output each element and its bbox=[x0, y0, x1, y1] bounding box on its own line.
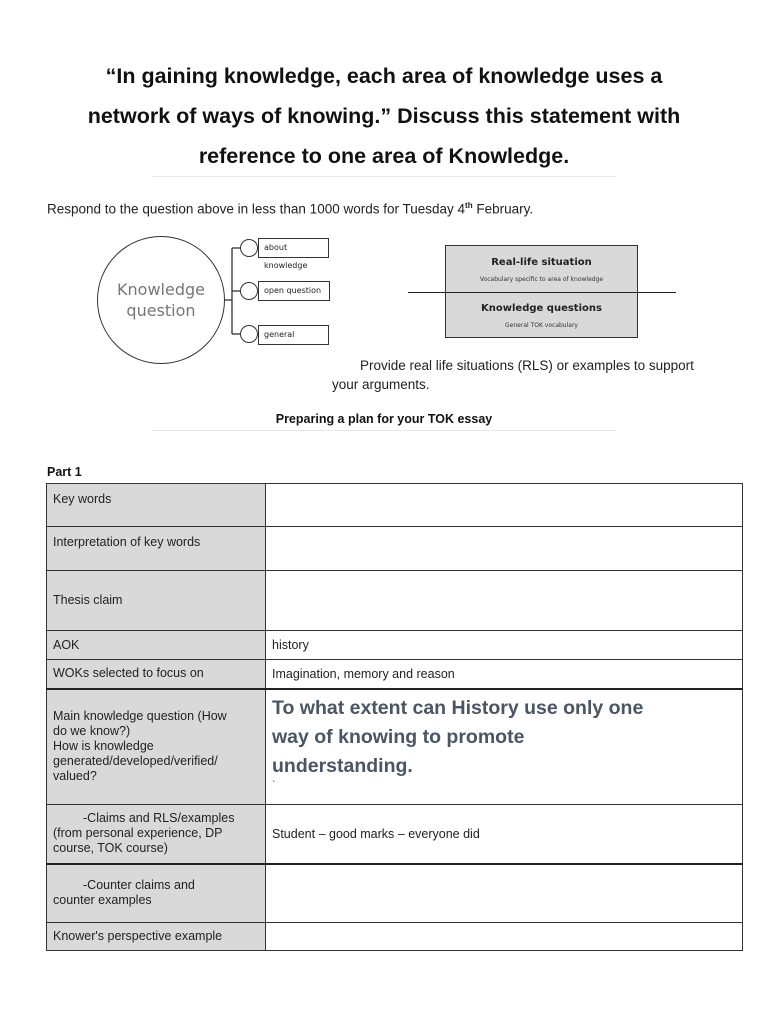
instruction-suffix: February. bbox=[472, 201, 534, 217]
essay-title-line-1: “In gaining knowledge, each area of knowledge uses a bbox=[105, 64, 663, 88]
table-row-main-knowledge-question bbox=[47, 689, 743, 805]
plan-heading: Preparing a plan for your TOK essay bbox=[275, 412, 493, 426]
rls-top-heading: Real-life situation bbox=[491, 257, 592, 268]
row-value-main-kq[interactable] bbox=[266, 689, 743, 805]
row-label-knowers-perspective: Knower's perspective example bbox=[47, 923, 266, 951]
branch-tag-about-knowledge: about knowledge bbox=[258, 238, 329, 258]
claims-label-line-2: (from personal experience, DP bbox=[53, 826, 223, 841]
table-row-interpretation bbox=[47, 527, 743, 571]
main-kq-line-3: understanding. bbox=[272, 754, 413, 777]
row-label-counter-claims bbox=[47, 864, 266, 923]
counter-label-line-2: counter examples bbox=[53, 893, 152, 908]
row-label-thesis-claim: Thesis claim bbox=[47, 571, 266, 631]
main-kq-label-line-2: do we know?) bbox=[53, 724, 131, 739]
circle-line-2: question bbox=[126, 301, 196, 320]
main-kq-label-line-4: generated/developed/verified/ bbox=[53, 754, 218, 769]
row-label-main-kq bbox=[47, 689, 266, 805]
provide-line-2: your arguments. bbox=[332, 377, 430, 392]
main-knowledge-question bbox=[272, 694, 736, 781]
branch-node-1 bbox=[240, 239, 258, 257]
branch-node-3 bbox=[240, 325, 258, 343]
row-value-aok[interactable]: history bbox=[266, 631, 743, 660]
row-label-claims-rls bbox=[47, 805, 266, 864]
provide-line-1: Provide real life situations (RLS) or examples to support bbox=[360, 358, 694, 373]
counter-label-line-1: -Counter claims and bbox=[83, 878, 195, 893]
branch-tag-open-question: open question bbox=[258, 281, 330, 301]
table-row-claims-rls bbox=[47, 805, 743, 864]
table-row-aok bbox=[47, 631, 743, 660]
main-kq-line-2: way of knowing to promote bbox=[272, 725, 525, 748]
knowledge-question-circle bbox=[97, 236, 225, 364]
row-label-interpretation: Interpretation of key words bbox=[47, 527, 266, 571]
rls-top-subtext: Vocabulary specific to area of knowledge bbox=[479, 276, 604, 283]
table-row-woks bbox=[47, 660, 743, 689]
row-value-knowers-perspective[interactable] bbox=[266, 923, 743, 951]
instruction-main: Respond to the question above in less than 1000 words for Tuesday 4 bbox=[47, 201, 466, 217]
main-kq-tick-mark: ` bbox=[272, 779, 276, 791]
row-value-interpretation[interactable] bbox=[266, 527, 743, 571]
main-kq-label-line-1: Main knowledge question (How bbox=[53, 709, 227, 724]
essay-title-line-2: network of ways of knowing.” Discuss this statement with bbox=[87, 104, 681, 128]
main-kq-label-line-3: How is knowledge bbox=[53, 739, 154, 754]
row-value-counter-claims[interactable] bbox=[266, 864, 743, 923]
main-kq-line-1: To what extent can History use only one bbox=[272, 696, 644, 719]
essay-title-line-3: reference to one area of Knowledge. bbox=[198, 144, 570, 168]
table-row-thesis-claim bbox=[47, 571, 743, 631]
row-label-key-words: Key words bbox=[47, 484, 266, 527]
row-value-key-words[interactable] bbox=[266, 484, 743, 527]
row-value-thesis-claim[interactable] bbox=[266, 571, 743, 631]
claims-label-line-1: -Claims and RLS/examples bbox=[83, 811, 235, 826]
table-row-knowers-perspective bbox=[47, 923, 743, 951]
rls-divider-line bbox=[408, 292, 676, 293]
table-row-counter-claims bbox=[47, 864, 743, 923]
row-label-aok: AOK bbox=[47, 631, 266, 660]
plan-divider bbox=[152, 430, 616, 431]
claims-label-line-3: course, TOK course) bbox=[53, 841, 168, 856]
branch-node-2 bbox=[240, 282, 258, 300]
row-value-woks[interactable]: Imagination, memory and reason bbox=[266, 660, 743, 689]
main-kq-label-line-5: valued? bbox=[53, 769, 97, 784]
essay-plan-table bbox=[46, 483, 743, 951]
instruction-superscript: th bbox=[465, 201, 473, 210]
rls-bottom-subtext: General TOK vocabulary bbox=[505, 322, 578, 329]
rls-bottom-heading: Knowledge questions bbox=[481, 303, 602, 314]
branch-tag-general: general bbox=[258, 325, 329, 345]
row-value-claims-rls[interactable]: Student – good marks – everyone did bbox=[266, 805, 743, 864]
circle-line-1: Knowledge bbox=[117, 280, 205, 299]
row-label-woks: WOKs selected to focus on bbox=[47, 660, 266, 689]
provide-rls-text bbox=[332, 356, 732, 394]
part-label: Part 1 bbox=[47, 465, 82, 479]
table-row-key-words bbox=[47, 484, 743, 527]
